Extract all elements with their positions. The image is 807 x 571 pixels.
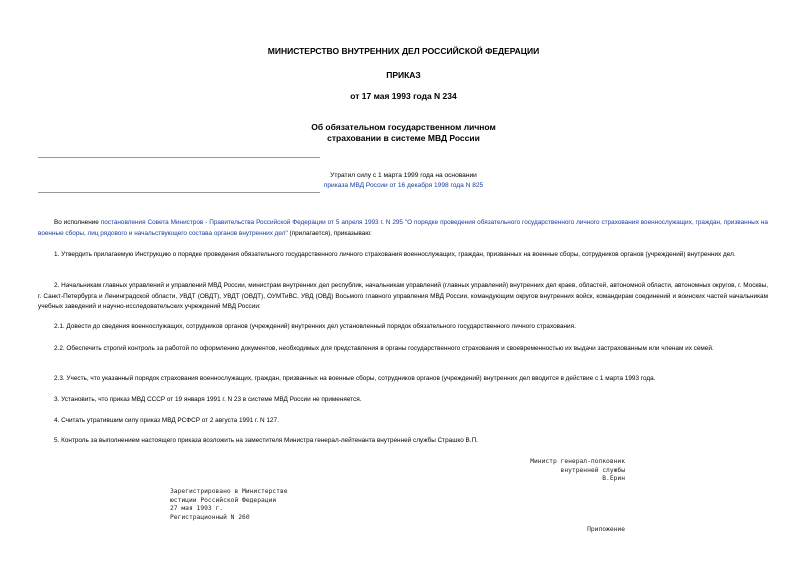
signature-block <box>470 458 625 484</box>
registration-line-2: юстиции Российской Федерации <box>170 496 277 504</box>
document-type: ПРИКАЗ <box>386 70 421 80</box>
paragraph-3: 3. Установить, что приказ МВД СССР от 19 января 1991 г. N 23 в системе МВД России не применяется. <box>54 396 362 403</box>
paragraph-preamble <box>38 218 768 239</box>
paragraph-5: 5. Контроль за выполнением настоящего приказа возложить на заместителя Министра генерал-лейтенанта внутренней службы Страшко В.П. <box>54 437 478 444</box>
paragraph-2-2: 2.2. Обеспечить строгий контроль за работой по оформлению документов, необходимых для представления в органы государственного страхования и своевременностью их выдачи застрахованным или членам их семей. <box>54 345 714 352</box>
registration-date: 27 мая 1993 г. <box>170 505 224 513</box>
paragraph-4: 4. Считать утратившим силу приказ МВД РСФСР от 2 августа 1991 г. N 127. <box>54 417 279 424</box>
registration-number: Регистрационный N 260 <box>170 513 250 521</box>
registration-block <box>170 488 288 522</box>
status-link-row <box>0 181 807 191</box>
signature-service: внутренней службы <box>560 466 625 474</box>
ministry-title: МИНИСТЕРСТВО ВНУТРЕННИХ ДЕЛ РОССИЙСКОЙ ФЕДЕРАЦИИ <box>267 46 540 56</box>
paragraph-2-3: 2.3. Учесть, что указанный порядок страхования военнослужащих, граждан, призванных на военные сборы, сотрудников органов (учреждений) внутренних дел вводится в действие с 1 марта 1993 года. <box>54 375 656 382</box>
paragraph-2-1: 2.1. Довести до сведения военнослужащих, сотрудников органов (учреждений) внутренних дел установленный порядок обязательного государственного личного страхования. <box>54 323 576 330</box>
signature-position: Министр генерал-полковник <box>530 458 625 465</box>
subject-line-2: страховании в системе МВД России <box>327 133 480 143</box>
paragraph-2: 2. Начальникам главных управлений и управлений МВД России, министрам внутренних дел республик, начальникам управлений (главных управлений) внутренних дел краев, областей, автономной области, автономных округов, г. Москвы, г. Санкт-Петербурга и Ленинградской области, УВДТ (ОВДТ), УВДТ (ОВДТ), ОУМТиВС, УВД (ОВД) Восьмого главного управления МВД России, командующим округов внутренних войск, командирам соединений и воинских частей начальникам учебных заведений и научно-исследовательских учреждений МВД России: <box>38 282 768 311</box>
subject-line-1: Об обязательном государственном личном <box>311 122 496 132</box>
paragraph-1: 1. Утвердить прилагаемую Инструкцию о порядке проведения обязательного государственного личного страхования военнослужащих, граждан, призванных на военные сборы, сотрудников органов (учреждений) внутренних дел. <box>54 251 736 258</box>
preamble-suffix: (прилагается), приказываю: <box>289 229 372 237</box>
document-date-number: от 17 мая 1993 года N 234 <box>350 91 457 101</box>
divider-top <box>38 157 320 158</box>
document-subject <box>0 122 807 144</box>
divider-bottom <box>38 192 320 193</box>
status-note: Утратил силу с 1 марта 1999 года на основании <box>330 172 477 179</box>
repeal-order-link[interactable]: приказа МВД России от 16 декабря 1998 года N 825 <box>323 182 484 189</box>
appendix-label: Приложение <box>587 526 625 533</box>
signature-name: В.Ерин <box>602 475 625 483</box>
registration-line-1: Зарегистрировано в Министерстве <box>170 488 288 495</box>
preamble-prefix: Во исполнение <box>54 219 99 226</box>
government-decree-link[interactable]: постановления Совета Министров - Правительства Российской Федерации от 5 апреля 1993 г. N 295 "О порядке проведения обязательного государственного личного страхования военнослужащих, граждан, призванных на военные сборы, лиц рядового и начальствующего состава органов внутренних дел" <box>38 219 768 237</box>
